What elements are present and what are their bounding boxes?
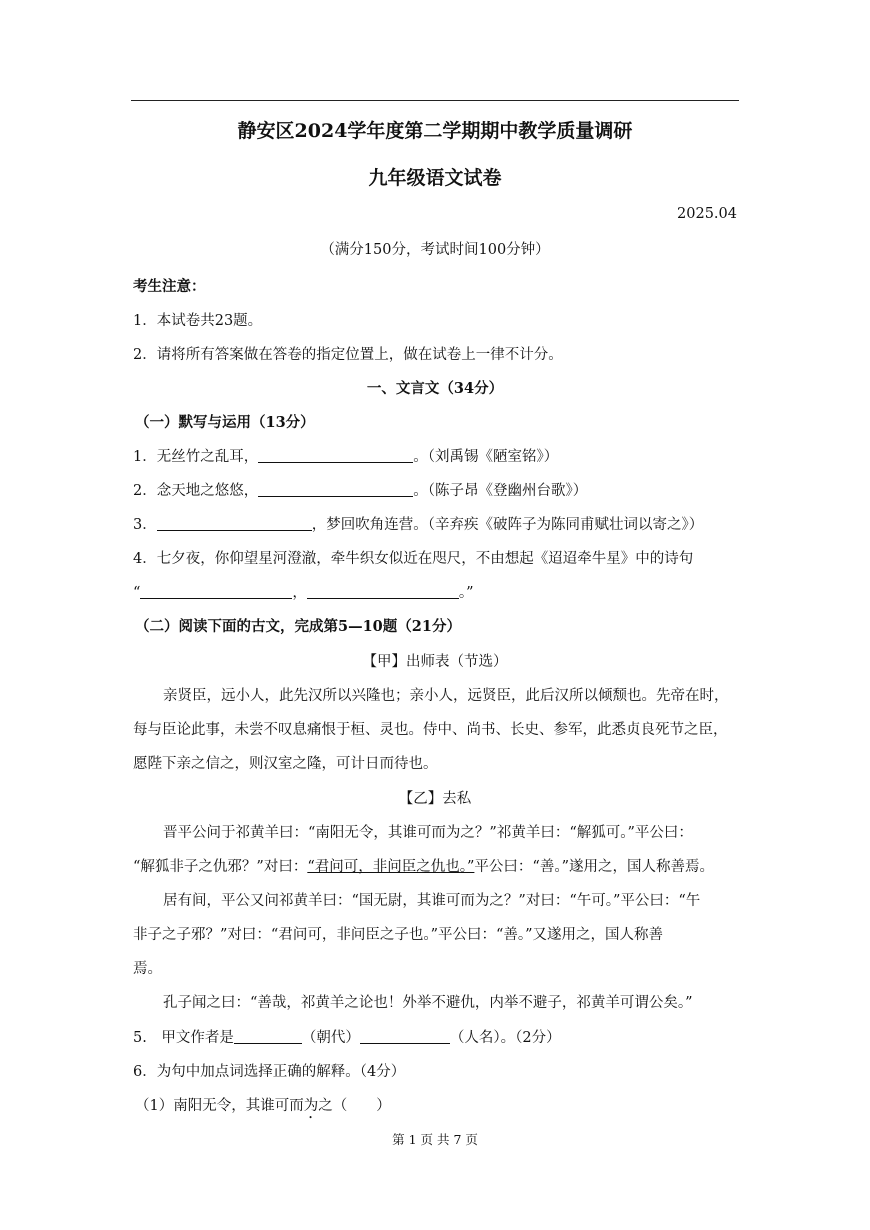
passage-yi-line: 晋平公问于祁黄羊曰：“南阳无令，其谁可而为之？”祁黄羊曰：“解狐可。”平公曰： [163,825,693,841]
exam-subtitle: 九年级语文试卷 [368,167,502,189]
header-rule [131,100,739,101]
question-6: 6．为句中加点词选择正确的解释。（4分） [133,1064,406,1080]
passage-yi-title [0,787,870,808]
passage-yi-line: 非子之子邪？”对曰：“君问可，非问臣之子也。”平公曰：“善。”又遂用之，国人称善 [133,927,664,943]
q3-prefix: 3． [133,517,157,533]
passage-jia-line: 愿陛下亲之信之，则汉室之隆，可计日而待也。 [133,756,438,772]
q1-prefix: 1．无丝竹之乱耳， [133,449,259,465]
q4-comma: ， [292,585,307,601]
q1-answer-blank[interactable] [258,447,413,463]
question-4-blanks [133,581,474,602]
q5-name-blank[interactable] [360,1028,450,1044]
passage-jia-line: 亲贤臣，远小人，此先汉所以兴隆也；亲小人，远贤臣，此后汉所以倾颓也。先帝在时， [163,688,729,704]
passage-yi-line: 孔子闻之曰：“善哉，祁黄羊之论也！外举不避仇，内举不避子，祁黄羊可谓公矣。” [163,995,693,1011]
exam-title: 静安区2024学年度第二学期期中教学质量调研 [237,120,633,142]
q2-answer-blank[interactable] [258,481,413,497]
passage-yi-line: 居有间，平公又问祁黄羊曰：“国无尉，其谁可而为之？”对曰：“午可。”平公曰：“午 [163,893,701,909]
q1-suffix: 。（刘禹锡《陋室铭》） [413,449,559,465]
q5-dynasty-blank[interactable] [234,1028,302,1044]
q3-suffix: ，梦回吹角连营。（辛弃疾《破阵子为陈同甫赋壮词以寄之》） [311,517,704,533]
passage-jia-line: 每与臣论此事，未尝不叹息痛恨于桓、灵也。侍中、尚书、长史、参军，此悉贞良死节之臣， [133,722,728,738]
underlined-sentence: “君问可，非问臣之仇也。” [307,859,475,875]
question-3 [133,513,703,534]
question-4-line: 4．七夕夜，你仰望星河澄澈，牵牛织女似近在咫尺，不由想起《迢迢牵牛星》中的诗句 [133,551,694,567]
exam-date: 2025.04 [677,206,737,222]
exam-info: （满分150分，考试时间100分钟） [320,242,550,258]
q5-prefix: 5. 甲文作者是 [133,1030,234,1046]
yi-p1-text-b: 平公曰：“善。”遂用之，国人称善焉。 [474,859,714,875]
q5-mid: （朝代） [301,1030,360,1046]
section-title: 一、文言文（34分） [366,380,504,397]
yi-title-text: 【乙】去私 [398,791,472,807]
part1-heading: （一）默写与运用（13分） [135,414,315,431]
yi-p1-text-a: “解狐非子之仇邪？”对曰： [133,859,308,875]
notice-item: 1．本试卷共23题。 [133,313,263,329]
notice-heading: 考生注意： [133,278,206,295]
q6-sub1-text-a: （1）南阳无令，其谁可而 [135,1098,304,1114]
q4-answer-blank-2[interactable] [307,583,459,599]
question-2 [133,479,587,500]
page-footer: 第 1 页 共 7 页 [392,1132,478,1147]
part2-heading: （二）阅读下面的古文，完成第5—10题（21分） [135,618,461,635]
notice-item: 2．请将所有答案做在答卷的指定位置上，做在试卷上一律不计分。 [133,347,563,363]
dotted-word: 为 [303,1098,319,1114]
passage-jia-title [0,650,870,671]
q2-prefix: 2．念天地之悠悠， [133,483,259,499]
q5-suffix: （人名）。（2分） [449,1030,561,1046]
q4-close-quote: 。” [458,585,474,601]
q3-answer-blank[interactable] [157,515,312,531]
q4-answer-blank-1[interactable] [140,583,292,599]
passage-yi-line [133,855,714,876]
q4-open-quote: “ [133,585,141,601]
jia-title-text: 【甲】出师表（节选） [362,654,508,670]
passage-yi-line: 焉。 [133,961,162,977]
question-1 [133,445,558,466]
question-6-sub-1 [135,1094,391,1122]
q2-suffix: 。（陈子昂《登幽州台歌》） [413,483,588,499]
q6-sub1-text-b: 之（ ） [318,1098,391,1114]
question-5 [133,1026,561,1047]
